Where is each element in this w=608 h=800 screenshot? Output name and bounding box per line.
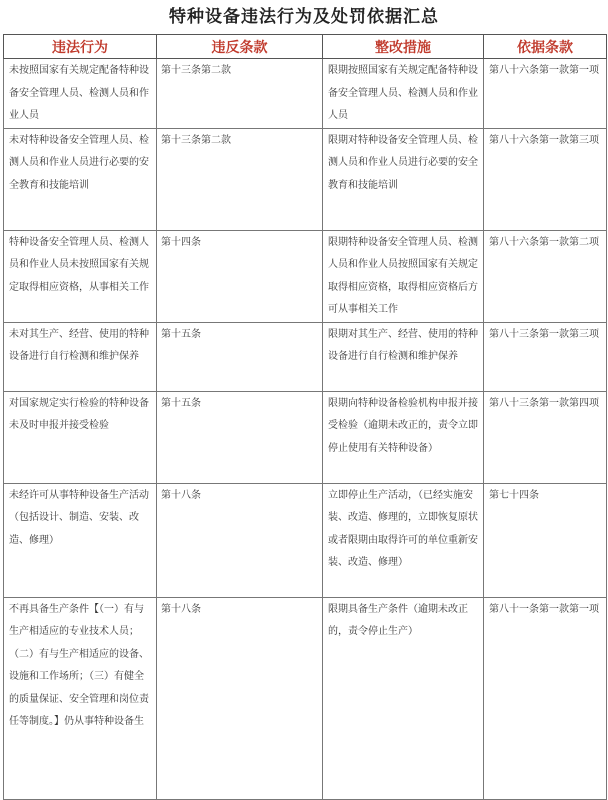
table-row — [4, 483, 607, 597]
cell-behavior: 不再具备生产条件【（一）有与生产相适应的专业技术人员；（二）有与生产相适应的设备、设施和工作场所；（三）有健全的质量保证、安全管理和岗位责任等制度。】仍从事特种设备生 — [4, 597, 157, 799]
cell-remedy: 限期特种设备安全管理人员、检测人员和作业人员按照国家有关规定取得相应资格，取得相应资格后方可从事相关工作 — [323, 230, 484, 322]
table-row — [4, 230, 607, 322]
cell-basis-clause: 第八十六条第一款第二项 — [484, 230, 607, 322]
cell-behavior: 未对特种设备安全管理人员、检测人员和作业人员进行必要的安全教育和技能培训 — [4, 128, 157, 230]
cell-basis-clause: 第七十四条 — [484, 483, 607, 597]
table-row — [4, 128, 607, 230]
cell-remedy: 限期具备生产条件（逾期未改正的，责令停止生产） — [323, 597, 484, 799]
cell-violated-clause: 第十四条 — [157, 230, 323, 322]
table-row — [4, 59, 607, 129]
header-behavior: 违法行为 — [4, 35, 157, 59]
header-remedy: 整改措施 — [323, 35, 484, 59]
cell-violated-clause: 第十八条 — [157, 597, 323, 799]
header-violated-clause: 违反条款 — [157, 35, 323, 59]
cell-violated-clause: 第十五条 — [157, 391, 323, 483]
cell-remedy: 限期对特种设备安全管理人员、检测人员和作业人员进行必要的安全教育和技能培训 — [323, 128, 484, 230]
cell-violated-clause: 第十八条 — [157, 483, 323, 597]
cell-behavior: 未按照国家有关规定配备特种设备安全管理人员、检测人员和作业人员 — [4, 59, 157, 129]
cell-remedy: 立即停止生产活动，（已经实施安装、改造、修理的，立即恢复原状或者限期由取得许可的单位重新安装、改造、修理） — [323, 483, 484, 597]
table-header-row — [4, 35, 607, 59]
table-row — [4, 391, 607, 483]
cell-remedy: 限期向特种设备检验机构申报并接受检验（逾期未改正的，责令立即停止使用有关特种设备） — [323, 391, 484, 483]
cell-violated-clause: 第十三条第二款 — [157, 128, 323, 230]
cell-behavior: 对国家规定实行检验的特种设备未及时申报并接受检验 — [4, 391, 157, 483]
page-title: 特种设备违法行为及处罚依据汇总 — [169, 7, 439, 27]
table-row — [4, 597, 607, 799]
table-row — [4, 322, 607, 391]
cell-violated-clause: 第十三条第二款 — [157, 59, 323, 129]
cell-behavior: 特种设备安全管理人员、检测人员和作业人员未按照国家有关规定取得相应资格，从事相关工作 — [4, 230, 157, 322]
violations-table — [3, 34, 607, 800]
cell-basis-clause: 第八十一条第一款第一项 — [484, 597, 607, 799]
cell-basis-clause: 第八十三条第一款第四项 — [484, 391, 607, 483]
cell-behavior: 未对其生产、经营、使用的特种设备进行自行检测和维护保养 — [4, 322, 157, 391]
cell-basis-clause: 第八十六条第一款第一项 — [484, 59, 607, 129]
cell-remedy: 限期对其生产、经营、使用的特种设备进行自行检测和维护保养 — [323, 322, 484, 391]
cell-basis-clause: 第八十六条第一款第三项 — [484, 128, 607, 230]
cell-basis-clause: 第八十三条第一款第三项 — [484, 322, 607, 391]
cell-violated-clause: 第十五条 — [157, 322, 323, 391]
cell-behavior: 未经许可从事特种设备生产活动（包括设计、制造、安装、改造、修理） — [4, 483, 157, 597]
cell-remedy: 限期按照国家有关规定配备特种设备安全管理人员、检测人员和作业人员 — [323, 59, 484, 129]
header-basis-clause: 依据条款 — [484, 35, 607, 59]
